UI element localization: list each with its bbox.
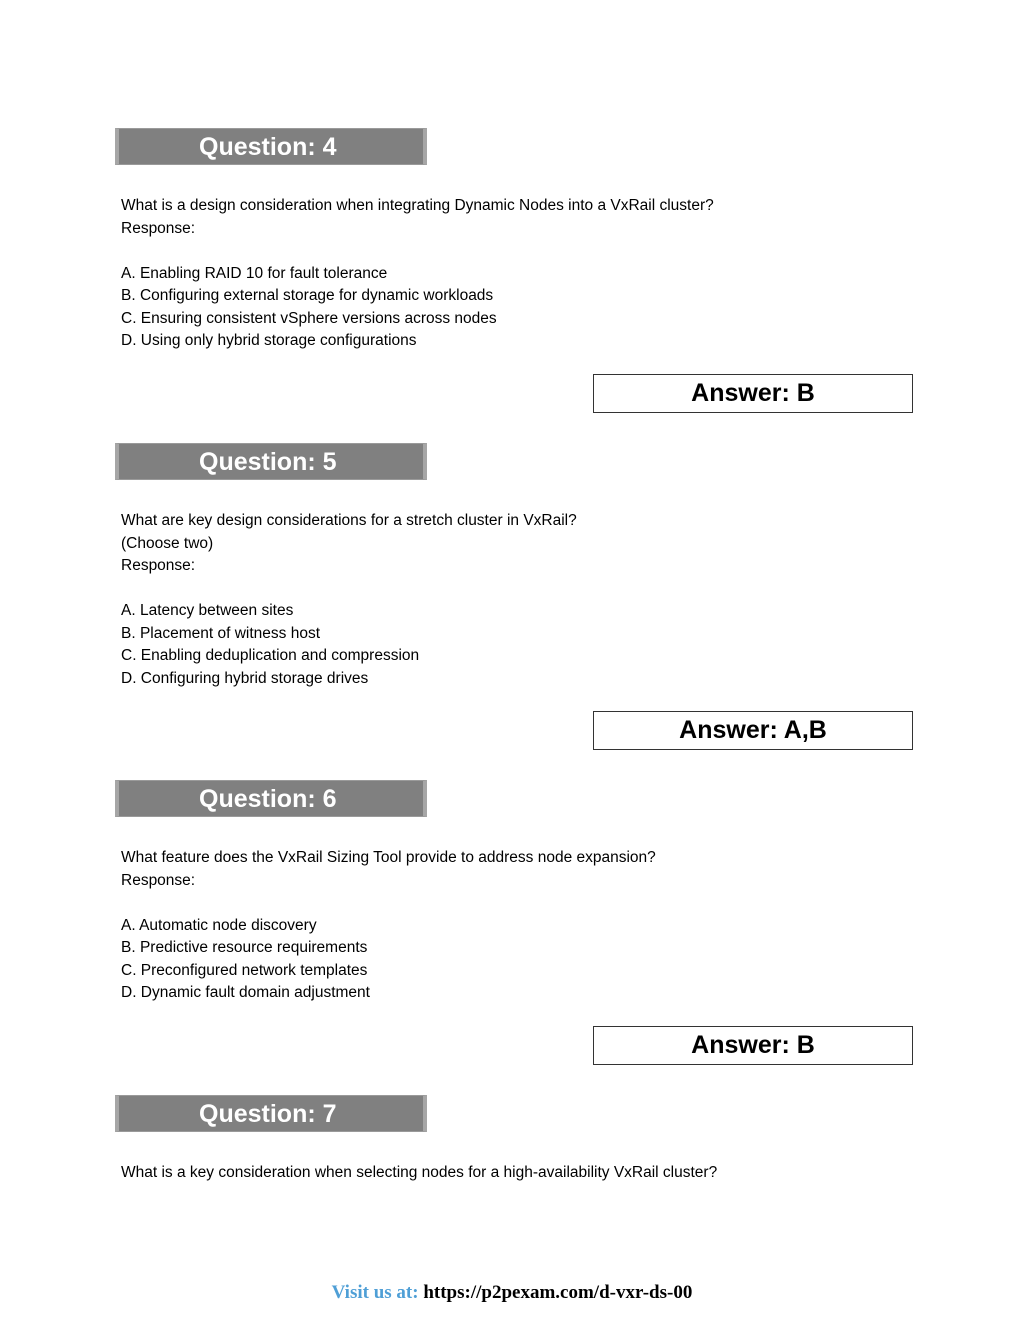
question-6-option-a: A. Automatic node discovery — [121, 916, 317, 934]
question-5-choose-note: (Choose two) — [121, 534, 214, 552]
question-5-answer-box — [593, 711, 913, 750]
question-7-body — [121, 1162, 901, 1185]
question-6-option-b: B. Predictive resource requirements — [121, 939, 368, 956]
question-5-body — [121, 510, 901, 690]
question-4-header — [115, 128, 427, 165]
question-6-body — [121, 847, 901, 1005]
question-6-title: Question: 6 — [199, 785, 337, 813]
footer-url-link[interactable]: https://p2pexam.com/d-vxr-ds-00 — [423, 1282, 693, 1303]
question-6-option-d: D. Dynamic fault domain adjustment — [121, 984, 370, 1001]
question-6-prompt: What feature does the VxRail Sizing Tool provide to address node expansion? — [121, 849, 656, 866]
question-4-prompt: What is a design consideration when integrating Dynamic Nodes into a VxRail cluster? — [121, 197, 714, 214]
question-7-header — [115, 1095, 427, 1132]
question-4-response-label: Response: — [121, 219, 196, 237]
question-5-option-d: D. Configuring hybrid storage drives — [121, 669, 369, 687]
footer — [0, 1280, 1024, 1306]
question-7-prompt: What is a key consideration when selecting nodes for a high-availability VxRail cluster? — [121, 1164, 718, 1181]
question-5-title: Question: 5 — [199, 448, 337, 476]
question-4-option-a: A. Enabling RAID 10 for fault tolerance — [121, 264, 388, 282]
question-6-option-c: C. Preconfigured network templates — [121, 961, 368, 979]
question-4-answer: Answer: B — [691, 379, 815, 407]
question-4-answer-box — [593, 374, 913, 413]
question-5-header — [115, 443, 427, 480]
question-6-answer-box — [593, 1026, 913, 1065]
footer-prefix: Visit us at: — [331, 1282, 419, 1303]
question-4-option-b: B. Configuring external storage for dynamic workloads — [121, 287, 494, 304]
question-5-option-a: A. Latency between sites — [121, 602, 294, 619]
question-6-header — [115, 780, 427, 817]
question-6-answer: Answer: B — [691, 1031, 815, 1059]
question-4-body — [121, 195, 901, 353]
question-4-title: Question: 4 — [199, 133, 337, 161]
question-7-title: Question: 7 — [199, 1100, 337, 1128]
question-5-option-b: B. Placement of witness host — [121, 624, 321, 642]
question-6-response-label: Response: — [121, 871, 196, 889]
question-5-prompt: What are key design considerations for a stretch cluster in VxRail? — [121, 512, 577, 529]
question-5-response-label: Response: — [121, 557, 196, 574]
question-5-option-c: C. Enabling deduplication and compression — [121, 647, 420, 664]
question-4-option-c: C. Ensuring consistent vSphere versions across nodes — [121, 309, 497, 327]
question-4-option-d: D. Using only hybrid storage configurations — [121, 332, 417, 349]
question-5-answer: Answer: A,B — [679, 716, 827, 744]
